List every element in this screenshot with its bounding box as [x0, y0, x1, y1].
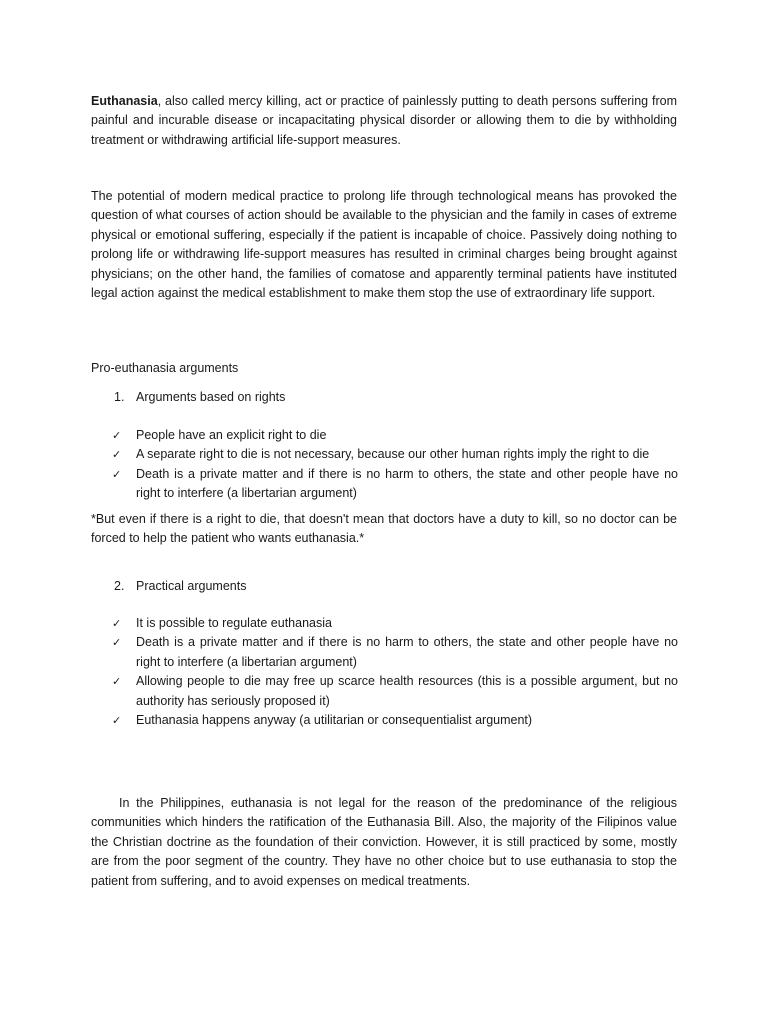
rights-heading: [114, 388, 674, 407]
rights-number: 1.: [114, 390, 125, 404]
practical-title: Practical arguments: [136, 579, 247, 593]
list-item: [112, 614, 678, 633]
philippines-paragraph: In the Philippines, euthanasia is not legal for the reason of the predominance of the religious communities which hinders the ratification of the Euthanasia Bill. Also, the majority of the Filipinos value the Christian doctrine as the foundation of their conviction. However, it is still practiced by some, mostly are from the poor segment of the country. They have no other choice but to use euthanasia to stop the patient from suffering, and to avoid expenses on medical treatments.: [91, 796, 677, 888]
practical-number: 2.: [114, 579, 125, 593]
check-icon: ✓: [112, 714, 122, 728]
list-item: [112, 445, 678, 464]
section-heading: Pro-euthanasia arguments: [91, 361, 239, 375]
list-item-text: It is possible to regulate euthanasia: [136, 616, 332, 630]
practical-list: [112, 614, 678, 730]
list-item: [112, 426, 678, 445]
list-item-text: People have an explicit right to die: [136, 428, 327, 442]
intro-term: Euthanasia: [91, 94, 158, 108]
list-item: [112, 633, 678, 672]
list-item-text: Death is a private matter and if there is no harm to others, the state and other people have no right to interfere (a libertarian argument): [136, 466, 678, 501]
intro-paragraph: [91, 92, 677, 150]
rights-note: *But even if there is a right to die, that doesn't mean that doctors have a duty to kill, so no doctor can be forced to help the patient who wants euthanasia.*: [91, 512, 677, 546]
rights-list: [112, 426, 678, 504]
list-item-text: Euthanasia happens anyway (a utilitarian or consequentialist argument): [136, 713, 533, 728]
list-item-text: Allowing people to die may free up scarce health resources (this is a possible argument, but no authority has seriously proposed it): [136, 674, 678, 708]
check-icon: ✓: [112, 467, 122, 481]
list-item-text: Death is a private matter and if there is no harm to others, the state and other people have no right to interfere (a libertarian argument): [136, 635, 678, 669]
check-icon: ✓: [112, 429, 122, 442]
check-icon: ✓: [112, 636, 122, 650]
check-icon: ✓: [112, 617, 122, 630]
medical-practice-paragraph: The potential of modern medical practice to prolong life through technological means has provoked the question of what courses of action should be available to the physician and the family in cases of extreme physical or emotional suffering, especially if the patient is incapable of choice. Passively doing nothing to prolong life or withdrawing life-support measures has resulted in criminal charges being brought against physicians; on the other hand, the families of comatose and apparently terminal patients have instituted legal action against the medical establishment to make them stop the use of extraordinary life support.: [91, 189, 677, 301]
list-item: [112, 465, 678, 504]
intro-text: , also called mercy killing, act or practice of painlessly putting to death persons suffering from painful and incurable disease or incapacitating physical disorder or allowing them to die by withholding treatment or withdrawing artificial life-support measures.: [91, 94, 677, 147]
check-icon: ✓: [112, 675, 122, 689]
check-icon: ✓: [112, 448, 122, 462]
list-item-text: A separate right to die is not necessary, because our other human rights imply the right to die: [136, 447, 650, 462]
practical-heading: [114, 577, 674, 596]
rights-title: Arguments based on rights: [136, 390, 286, 404]
list-item: [112, 711, 678, 730]
list-item: [112, 672, 678, 711]
